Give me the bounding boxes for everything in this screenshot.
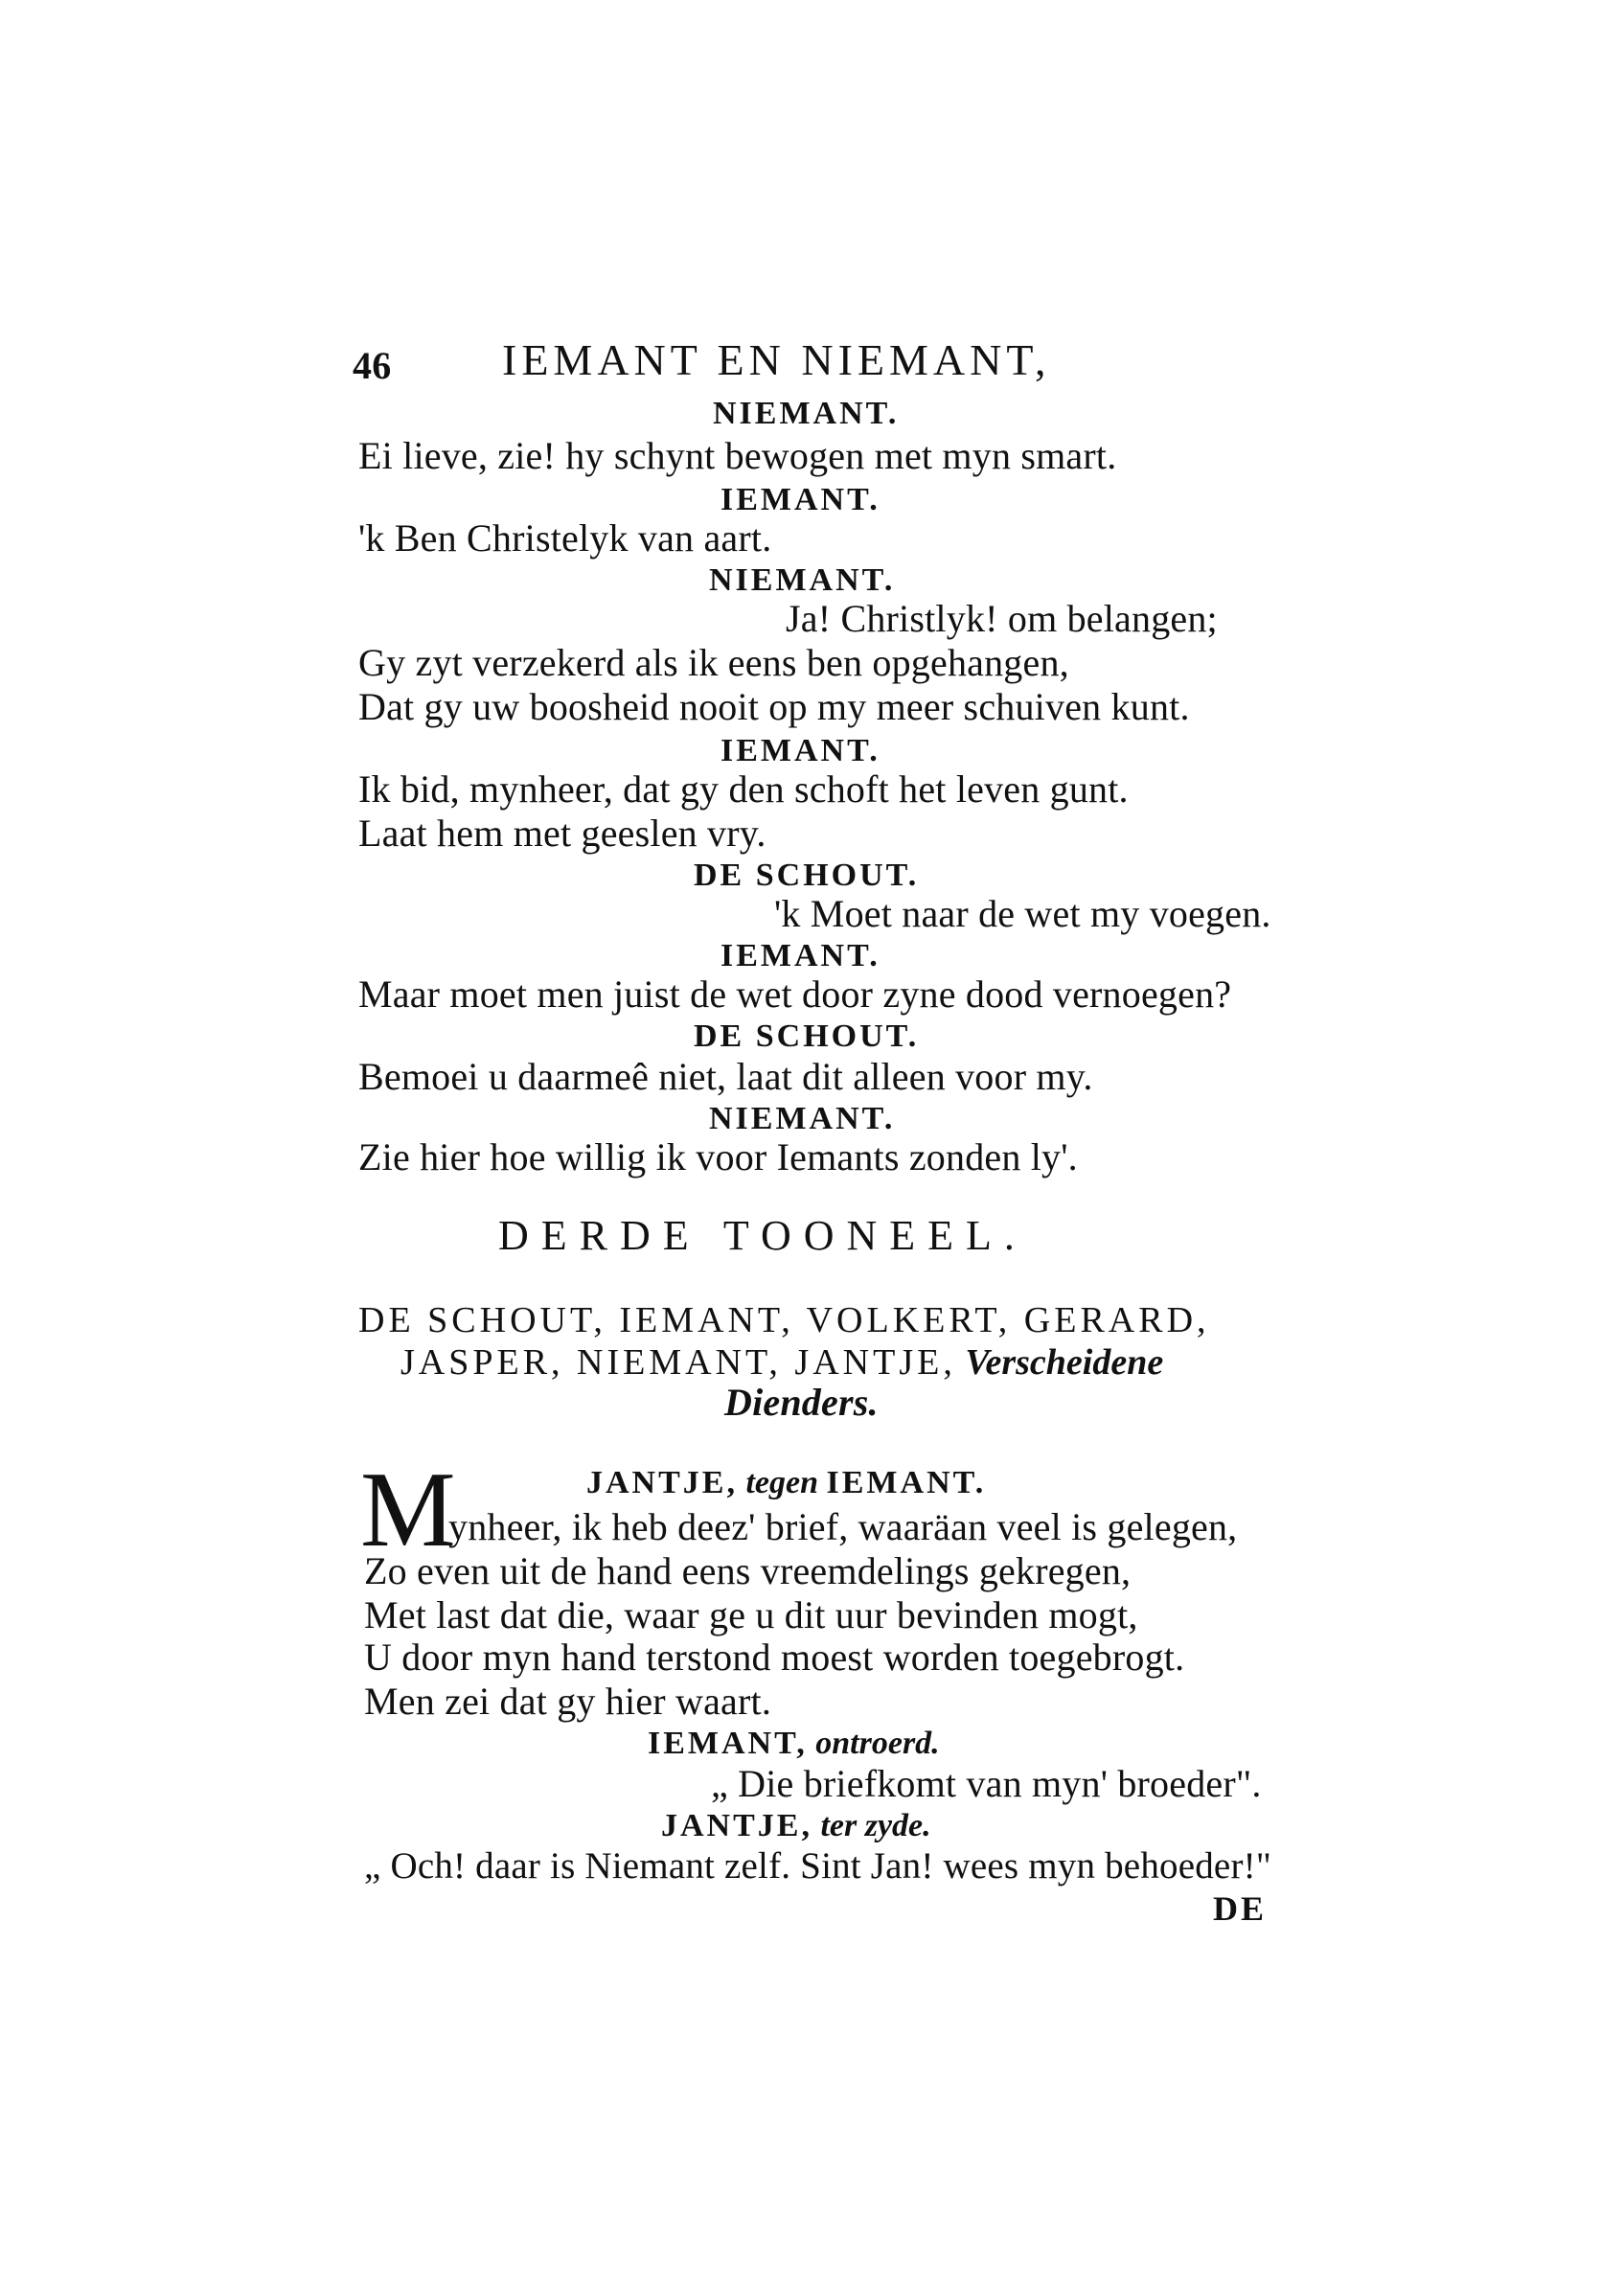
speaker-iemant: IEMANT. [721,482,881,517]
speaker-de-schout: DE SCHOUT. [694,1018,920,1054]
page-number: 46 [353,344,392,387]
verse-line: Dat gy uw boosheid nooit op my meer schuiven kunt. [358,685,1190,728]
verse-line: Met last dat die, waar ge u dit uur bevinden mogt, [364,1593,1138,1636]
speaker-name: IEMANT, [648,1726,808,1761]
verse-line: Gy zyt verzekerd als ik eens ben opgehangen, [358,641,1069,684]
speaker-name: JANTJE, [586,1465,738,1500]
speaker-heading [661,1805,931,1847]
speaker-name: JANTJE, [661,1808,812,1843]
cast-list-line: Dienders. [724,1381,879,1424]
speaker-niemant: NIEMANT. [709,562,896,598]
cast-extra: Verscheidene [965,1342,1164,1383]
speaker-de-schout: DE SCHOUT. [694,858,920,893]
verse-line: Ei lieve, zie! hy schynt bewogen met myn smart. [358,434,1117,477]
verse-line: Bemoei u daarmeê niet, laat dit alleen voor my. [358,1055,1093,1098]
verse-line: ynheer, ik heb deez' brief, waaräan veel is gelegen, [448,1505,1238,1548]
cast-list-line [400,1339,1163,1385]
speaker-iemant: IEMANT. [721,938,881,973]
verse-line: U door myn hand terstond moest worden toegebrogt. [364,1636,1185,1679]
verse-line: Laat hem met geeslen vry. [358,812,766,855]
verse-line: „ Die briefkomt van myn' broeder". [711,1762,1262,1805]
verse-line: Zo even uit de hand eens vreemdelings gekregen, [364,1549,1132,1592]
verse-line: 'k Ben Christelyk van aart. [358,516,772,560]
catchword: DE [1213,1889,1268,1928]
speaker-target: IEMANT. [826,1465,987,1500]
verse-line: Ik bid, mynheer, dat gy den schoft het leven gunt. [358,767,1129,811]
cast-list-line: DE SCHOUT, IEMANT, VOLKERT, GERARD, [358,1300,1210,1340]
verse-line: „ Och! daar is Niemant zelf. Sint Jan! wees myn behoeder!" [364,1845,1271,1887]
verse-line: 'k Moet naar de wet my voegen. [774,892,1271,935]
verse-line: Zie hier hoe willig ik voor Iemants zonden ly'. [358,1135,1078,1178]
drop-capital: M [360,1451,456,1569]
speaker-niemant: NIEMANT. [709,1101,896,1136]
speaker-heading [648,1723,940,1765]
running-title: IEMANT EN NIEMANT, [502,335,1051,384]
speaker-heading [586,1462,986,1504]
verse-line: Ja! Christlyk! om belangen; [786,597,1218,640]
stage-direction: tegen [745,1465,819,1500]
verse-line: Men zei dat gy hier waart. [364,1680,772,1723]
verse-line: Maar moet men juist de wet door zyne dood vernoegen? [358,972,1232,1016]
speaker-iemant: IEMANT. [721,733,881,768]
scene-heading: DERDE TOONEEL. [498,1212,1027,1259]
speaker-niemant: NIEMANT. [713,396,900,431]
stage-direction: ter zyde. [820,1808,931,1843]
stage-direction: ontroerd. [815,1726,940,1761]
cast-names: JASPER, NIEMANT, JANTJE, [400,1342,956,1383]
